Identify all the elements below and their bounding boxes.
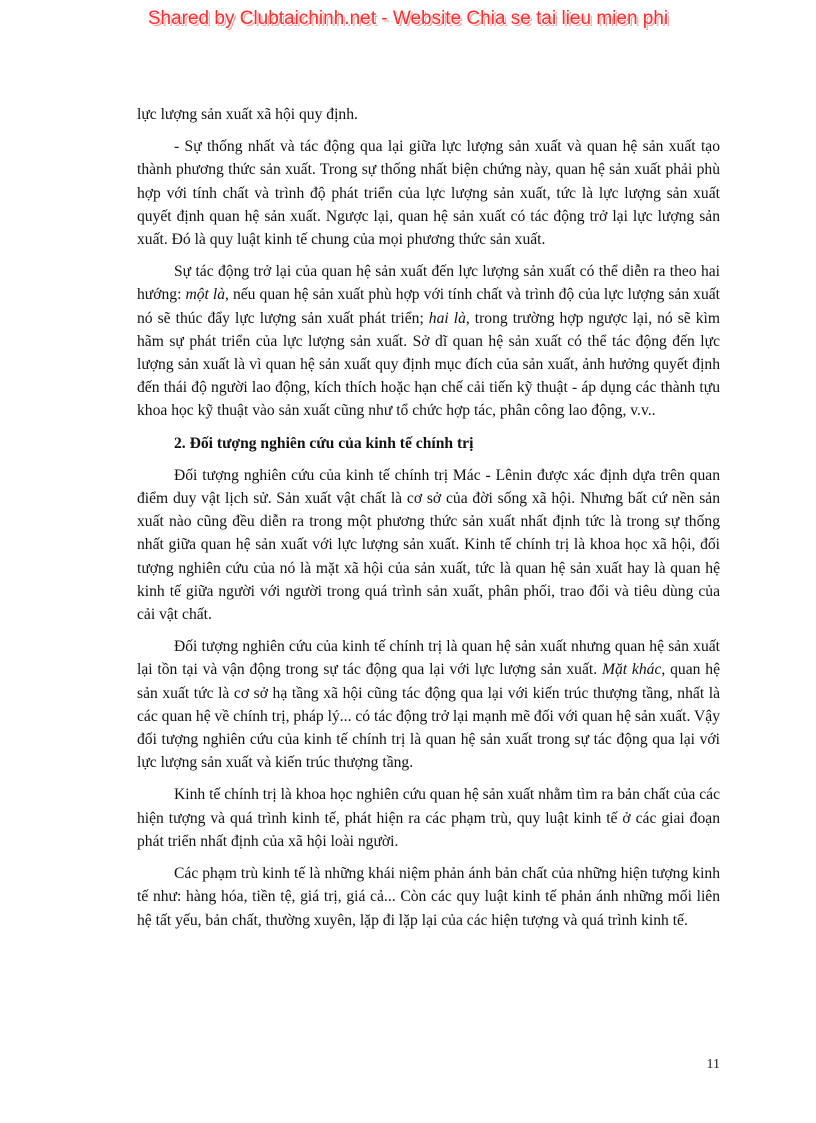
- paragraph-feedback-effect: [137, 260, 720, 422]
- paragraph-unity: - Sự thống nhất và tác động qua lại giữa lực lượng sản xuất và quan hệ sản xuất tạo thành phương thức sản xuất. Trong sự thống nhất biện chứng này, quan hệ sản xuất phải phù hợp với tính chất và trình độ phát triển của lực lượng sản xuất, tức là lực lượng sản xuất quyết định quan hệ sản xuất. Ngược lại, quan hệ sản xuất có tác động trở lại lực lượng sản xuất. Đó là quy luật kinh tế chung của mọi phương thức sản xuất.: [137, 138, 720, 249]
- emphasis-text: hai là: [428, 309, 466, 327]
- emphasis-text: Mặt khác: [601, 661, 662, 679]
- section-heading: 2. Đối tượng nghiên cứu của kinh tế chính trị: [174, 434, 474, 452]
- emphasis-text: một là: [185, 286, 226, 304]
- page-number: 11: [706, 1057, 720, 1072]
- paragraph-text: Đối tượng nghiên cứu của kinh tế chính trị là quan hệ sản xuất nhưng quan hệ sản xuất lại tồn tại và vận động trong sự tác động qua lại với lực lượng sản xuất.: [137, 638, 720, 679]
- watermark-banner: Shared by Clubtaichinh.net - Website Chia se tai lieu mien phi: [147, 8, 669, 29]
- paragraph-text: , trong trường hợp ngược lại, nó sẽ kìm hãm sự phát triển của lực lượng sản xuất. Sở dĩ quan hệ sản xuất có thể tác động đến lực lượng sản xuất là vì quan hệ sản xuất quy định mục đích của sản xuất, ảnh hưởng quyết định đến thái độ người lao động, kích thích hoặc hạn chế cải tiến kỹ thuật - áp dụng các thành tựu khoa học kỹ thuật vào sản xuất cũng như tổ chức hợp tác, phân công lao động, v.v..: [137, 309, 720, 420]
- paragraph-text: , quan hệ sản xuất tức là cơ sở hạ tầng xã hội cũng tác động qua lại với kiến trúc thượng tầng, nhất là các quan hệ về chính trị, pháp lý... có tác động trở lại mạnh mẽ đối với quan hệ sản xuất. Vậy đối tượng nghiên cứu của kinh tế chính trị là quan hệ sản xuất trong sự tác động qua lại với lực lượng sản xuất và kiến trúc thượng tầng.: [137, 661, 720, 772]
- paragraph-continuation: lực lượng sản xuất xã hội quy định.: [137, 106, 358, 123]
- paragraph-text: Sự tác động trở lại của quan hệ sản xuất đến lực lượng sản xuất có thể diễn ra theo hai hướng:: [137, 263, 720, 304]
- paragraph-superstructure: [137, 635, 720, 774]
- paragraph-economic-categories: Các phạm trù kinh tế là những khái niệm phản ánh bản chất của những hiện tượng kinh tế như: hàng hóa, tiền tệ, giá trị, giá cả... Còn các quy luật kinh tế phản ánh những mối liên hệ tất yếu, bản chất, thường xuyên, lặp đi lặp lại của các hiện tượng và quá trình kinh tế.: [137, 865, 720, 929]
- page-body: [137, 103, 720, 941]
- paragraph-object-of-study: Đối tượng nghiên cứu của kinh tế chính trị Mác - Lênin được xác định dựa trên quan điểm duy vật lịch sử. Sản xuất vật chất là cơ sở của đời sống xã hội. Nhưng bất cứ nền sản xuất nào cũng đều diễn ra trong một phương thức sản xuất nhất định tức là trong sự thống nhất giữa quan hệ sản xuất với lực lượng sản xuất. Kinh tế chính trị là khoa học xã hội, đối tượng nghiên cứu của nó là mặt xã hội của sản xuất, tức là quan hệ sản xuất hay là quan hệ kinh tế giữa người với người trong quá trình sản xuất, phân phối, trao đổi và tiêu dùng của cải vật chất.: [137, 466, 720, 624]
- paragraph-text: , nếu quan hệ sản xuất phù hợp với tính chất và trình độ của lực lượng sản xuất nó sẽ thúc đẩy lực lượng sản xuất phát triển;: [137, 286, 721, 327]
- paragraph-science-definition: Kinh tế chính trị là khoa học nghiên cứu quan hệ sản xuất nhằm tìm ra bản chất của các hiện tượng và quá trình kinh tế, phát hiện ra các phạm trù, quy luật kinh tế ở các giai đoạn phát triển nhất định của xã hội loài người.: [137, 786, 720, 850]
